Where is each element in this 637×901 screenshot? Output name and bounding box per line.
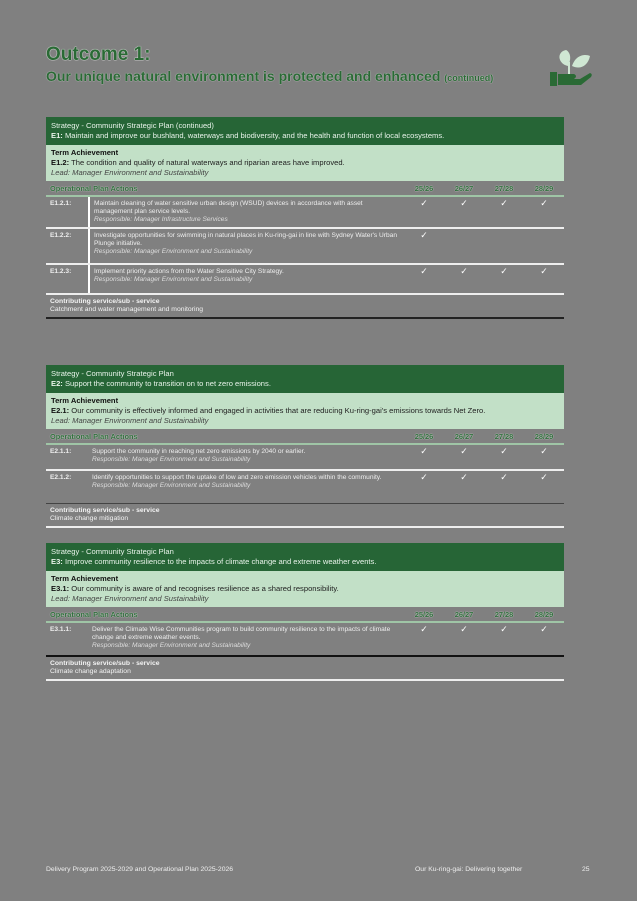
check-icon: ✓ (420, 230, 428, 240)
action-desc (88, 623, 404, 655)
action-code: E2.1.2: (50, 474, 72, 481)
year-col: 25/26 (414, 183, 434, 193)
strategy-banner (46, 117, 564, 145)
year-col: 25/26 (414, 609, 434, 619)
hand-plant-icon (546, 44, 596, 88)
check-icon: ✓ (420, 198, 428, 208)
action-row (46, 265, 564, 295)
action-responsible: Responsible: Manager Environment and Sustainability (94, 248, 253, 255)
strategy-code: E2: (51, 379, 63, 388)
year-col: 26/27 (454, 431, 474, 441)
action-responsible: Responsible: Manager Environment and Sustainability (92, 482, 251, 489)
year-col: 27/28 (494, 183, 514, 193)
term-label: Term Achievement (51, 396, 119, 405)
check-icon: ✓ (420, 624, 428, 634)
check-icon: ✓ (460, 472, 468, 482)
year-col: 28/29 (534, 609, 554, 619)
action-code: E2.1.1: (50, 448, 72, 455)
page-subtitle (46, 68, 493, 84)
op-plan-header (46, 181, 564, 197)
strategy-section-e3 (46, 543, 564, 681)
term-text: The condition and quality of natural waterways and riparian areas have improved. (71, 158, 345, 167)
check-icon (524, 229, 564, 263)
action-row (46, 445, 564, 471)
year-col: 25/26 (414, 431, 434, 441)
contributing-service (46, 295, 564, 319)
lead-text: Lead: Manager Environment and Sustainability (51, 416, 209, 425)
contrib-text: Catchment and water management and monitoring (50, 306, 204, 313)
lead-text: Lead: Manager Environment and Sustainability (51, 168, 209, 177)
action-desc (88, 197, 404, 227)
page-number: 25 (582, 866, 590, 873)
strategy-text: Improve community resilience to the impacts of climate change and extreme weather events. (64, 557, 377, 566)
action-code: E1.2.2: (50, 232, 72, 239)
check-icon: ✓ (540, 266, 548, 276)
term-code: E2.1: (51, 406, 70, 415)
action-text: Investigate opportunities for swimming in natural places in Ku-ring-gai in line with Sydney Water's Urban Plunge initiative. (94, 232, 398, 247)
check-icon (484, 229, 524, 263)
action-text: Deliver the Climate Wise Communities program to build community resilience to the impacts of climate change and extreme weather events. (92, 626, 391, 641)
lead-text: Lead: Manager Environment and Sustainability (51, 594, 209, 603)
check-icon: ✓ (460, 198, 468, 208)
strategy-label: Strategy - Community Strategic Plan (51, 369, 174, 378)
op-plan-header (46, 429, 564, 445)
strategy-label: Strategy - Community Strategic Plan (continued) (51, 121, 214, 130)
term-text: Our community is effectively informed and engaged in activities that are reducing Ku-ring-gai's emissions towards Net Zero. (71, 406, 486, 415)
contrib-text: Climate change adaptation (50, 668, 131, 675)
check-icon: ✓ (540, 446, 548, 456)
action-responsible: Responsible: Manager Environment and Sustainability (92, 456, 251, 463)
contributing-service (46, 504, 564, 528)
action-desc (88, 229, 404, 263)
action-row (46, 623, 564, 657)
action-responsible: Responsible: Manager Infrastructure Services (94, 216, 228, 223)
strategy-section-e2 (46, 365, 564, 528)
op-plan-label: Operational Plan Actions (50, 609, 138, 619)
check-icon: ✓ (540, 198, 548, 208)
page-title: Outcome 1: (46, 44, 151, 65)
check-icon: ✓ (500, 624, 508, 634)
op-plan-label: Operational Plan Actions (50, 431, 138, 441)
year-col: 27/28 (494, 609, 514, 619)
subtitle-text: Our unique natural environment is protected and enhanced (46, 68, 441, 84)
term-achievement (46, 145, 564, 181)
action-desc (88, 471, 404, 503)
contrib-label: Contributing service/sub - service (50, 507, 160, 514)
term-code: E3.1: (51, 584, 70, 593)
strategy-banner (46, 365, 564, 393)
check-icon: ✓ (500, 266, 508, 276)
action-responsible: Responsible: Manager Environment and Sustainability (94, 276, 253, 283)
check-icon: ✓ (460, 624, 468, 634)
check-icon: ✓ (460, 266, 468, 276)
action-row (46, 197, 564, 229)
strategy-label: Strategy - Community Strategic Plan (51, 547, 174, 556)
year-col: 26/27 (454, 609, 474, 619)
action-text: Implement priority actions from the Water Sensitive City Strategy. (94, 268, 284, 275)
check-icon: ✓ (420, 266, 428, 276)
check-icon: ✓ (420, 472, 428, 482)
check-icon: ✓ (540, 472, 548, 482)
action-code: E1.2.1: (50, 200, 72, 207)
year-col: 27/28 (494, 431, 514, 441)
check-icon: ✓ (460, 446, 468, 456)
strategy-section-e1 (46, 117, 564, 319)
term-achievement (46, 393, 564, 429)
strategy-text: Maintain and improve our bushland, waterways and biodiversity, and the health and function of local ecosystems. (64, 131, 445, 140)
action-row (46, 229, 564, 265)
footer-left: Delivery Program 2025-2029 and Operational Plan 2025-2026 (46, 866, 234, 873)
op-plan-header (46, 607, 564, 623)
action-desc (88, 265, 404, 293)
check-icon: ✓ (420, 446, 428, 456)
action-responsible: Responsible: Manager Environment and Sustainability (92, 642, 251, 649)
subtitle-suffix: (continued) (444, 73, 494, 83)
action-row (46, 471, 564, 504)
action-code: E1.2.3: (50, 268, 72, 275)
action-text: Maintain cleaning of water sensitive urban design (WSUD) devices in accordance with asset management plan service levels. (94, 200, 363, 215)
action-code: E3.1.1: (50, 626, 72, 633)
action-text: Identify opportunities to support the uptake of low and zero emission vehicles within the community. (92, 474, 382, 481)
contrib-label: Contributing service/sub - service (50, 298, 160, 305)
term-code: E1.2: (51, 158, 70, 167)
strategy-banner (46, 543, 564, 571)
action-desc (88, 445, 404, 469)
contributing-service (46, 657, 564, 681)
year-col: 28/29 (534, 183, 554, 193)
op-plan-label: Operational Plan Actions (50, 183, 138, 193)
contrib-label: Contributing service/sub - service (50, 660, 160, 667)
check-icon (444, 229, 484, 263)
year-col: 28/29 (534, 431, 554, 441)
check-icon: ✓ (500, 446, 508, 456)
term-text: Our community is aware of and recognises resilience as a shared responsibility. (71, 584, 339, 593)
contrib-text: Climate change mitigation (50, 515, 129, 522)
term-achievement (46, 571, 564, 607)
check-icon: ✓ (540, 624, 548, 634)
strategy-code: E1: (51, 131, 63, 140)
footer-right: Our Ku-ring-gai: Delivering together (415, 866, 523, 873)
check-icon: ✓ (500, 198, 508, 208)
action-text: Support the community in reaching net zero emissions by 2040 or earlier. (92, 448, 306, 455)
check-icon: ✓ (500, 472, 508, 482)
year-col: 26/27 (454, 183, 474, 193)
strategy-text: Support the community to transition on to net zero emissions. (64, 379, 271, 388)
term-label: Term Achievement (51, 148, 119, 157)
term-label: Term Achievement (51, 574, 119, 583)
strategy-code: E3: (51, 557, 63, 566)
